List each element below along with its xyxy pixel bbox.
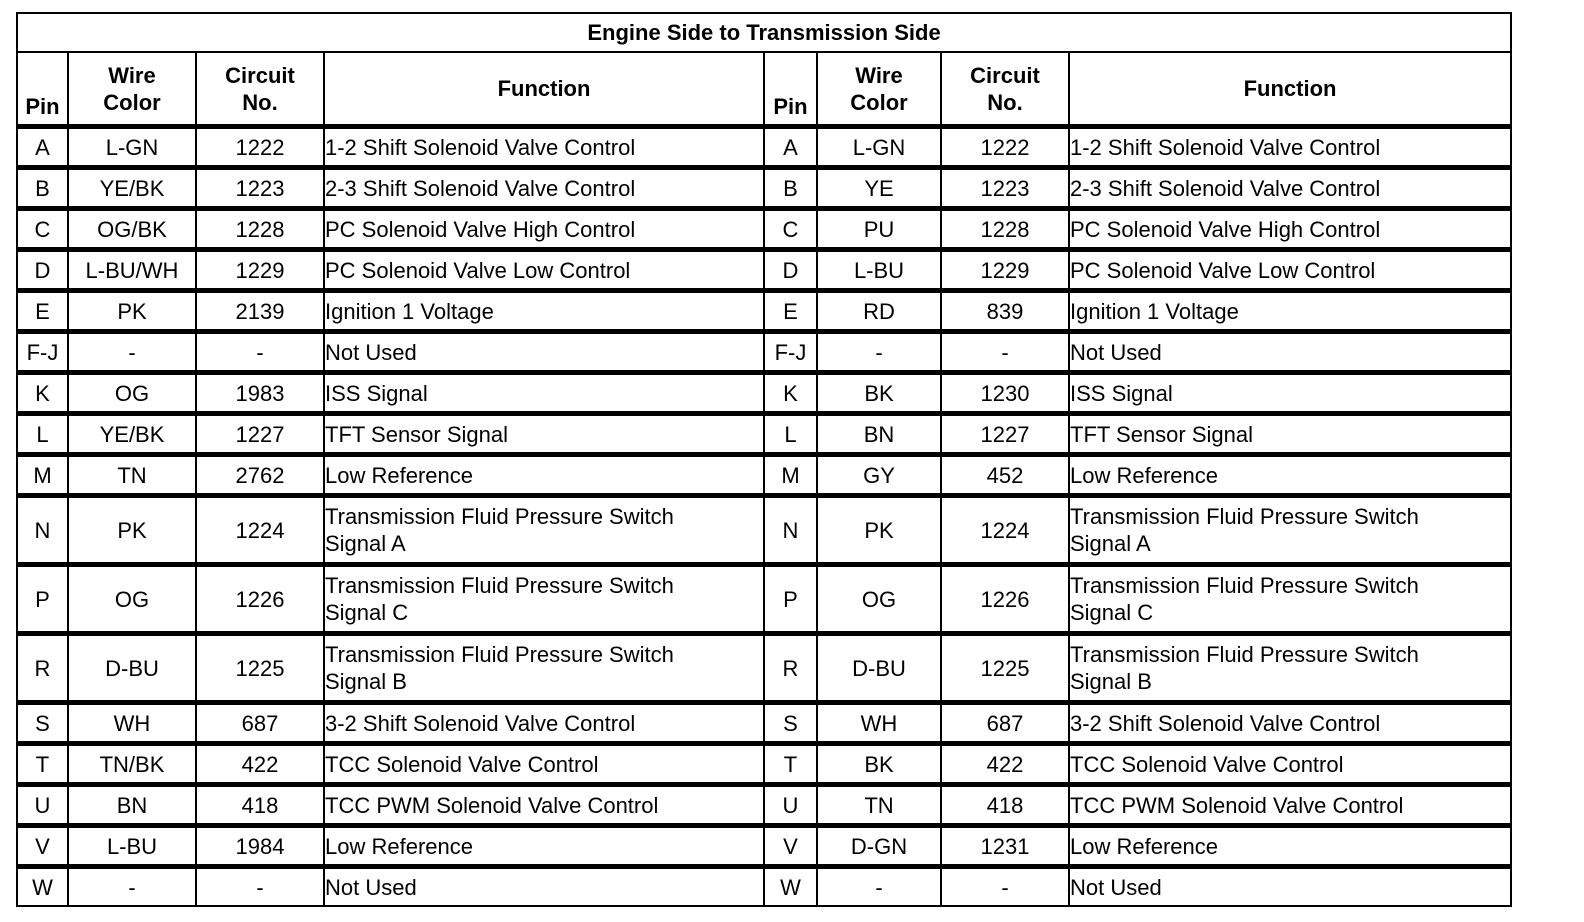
function-line: Signal C [325, 600, 409, 625]
pin-cell: B [764, 168, 817, 209]
table-row [17, 744, 1511, 785]
circuit-cell: 1227 [941, 414, 1069, 455]
function-cell: ISS Signal [324, 373, 764, 414]
circuit-cell: 1224 [196, 496, 324, 565]
function-line: Transmission Fluid Pressure Switch [325, 642, 674, 667]
table-title: Engine Side to Transmission Side [17, 13, 1511, 52]
function-cell: Not Used [1069, 332, 1511, 373]
wire-color-cell: OG [817, 565, 941, 634]
pin-cell: L [17, 414, 68, 455]
circuit-cell: 1222 [196, 127, 324, 168]
function-cell [1069, 634, 1511, 703]
wire-color-cell: - [817, 867, 941, 907]
circuit-cell: 1225 [196, 634, 324, 703]
pin-cell: U [17, 785, 68, 826]
pin-cell: R [17, 634, 68, 703]
circuit-cell: - [941, 867, 1069, 907]
header-no-label: No. [987, 89, 1023, 115]
connector-pinout-table [16, 12, 1512, 907]
table-row [17, 634, 1511, 703]
table-row [17, 867, 1511, 907]
wire-color-cell: L-BU [68, 826, 196, 867]
circuit-cell: 1228 [196, 209, 324, 250]
wire-color-cell: TN [817, 785, 941, 826]
function-cell: Ignition 1 Voltage [324, 291, 764, 332]
pin-cell: K [764, 373, 817, 414]
wire-color-cell: BN [817, 414, 941, 455]
pin-cell: M [17, 455, 68, 496]
header-function-transmission: Function [1069, 52, 1511, 127]
function-cell: Ignition 1 Voltage [1069, 291, 1511, 332]
function-cell: Low Reference [1069, 455, 1511, 496]
pin-cell: F-J [17, 332, 68, 373]
table-row [17, 332, 1511, 373]
wire-color-cell: - [68, 867, 196, 907]
pin-cell: B [17, 168, 68, 209]
pin-cell: W [764, 867, 817, 907]
function-cell [324, 634, 764, 703]
function-cell: 1-2 Shift Solenoid Valve Control [324, 127, 764, 168]
pin-cell: D [17, 250, 68, 291]
function-line: Transmission Fluid Pressure Switch [325, 504, 674, 529]
function-line: Signal B [1070, 669, 1152, 694]
wire-color-cell: D-GN [817, 826, 941, 867]
function-cell: TCC PWM Solenoid Valve Control [324, 785, 764, 826]
pin-cell: T [764, 744, 817, 785]
function-cell: TCC PWM Solenoid Valve Control [1069, 785, 1511, 826]
circuit-cell: 418 [196, 785, 324, 826]
function-cell: PC Solenoid Valve High Control [324, 209, 764, 250]
pin-cell: F-J [764, 332, 817, 373]
function-cell: PC Solenoid Valve High Control [1069, 209, 1511, 250]
function-cell [324, 565, 764, 634]
table-row [17, 373, 1511, 414]
circuit-cell: 839 [941, 291, 1069, 332]
circuit-cell: 1224 [941, 496, 1069, 565]
function-line: Signal B [325, 669, 407, 694]
pin-cell: C [764, 209, 817, 250]
connector-table-container [16, 12, 1512, 907]
wire-color-cell: PU [817, 209, 941, 250]
table-row [17, 414, 1511, 455]
header-color-label: Color [850, 89, 908, 115]
pin-cell: M [764, 455, 817, 496]
header-wire-label: Wire [108, 62, 156, 88]
pin-cell: R [764, 634, 817, 703]
wire-color-cell: L-GN [817, 127, 941, 168]
circuit-cell: 1223 [196, 168, 324, 209]
circuit-cell: 422 [196, 744, 324, 785]
wire-color-cell: BK [817, 373, 941, 414]
circuit-cell: 1227 [196, 414, 324, 455]
header-no-label: No. [242, 89, 278, 115]
header-circuit-label: Circuit [970, 62, 1040, 88]
circuit-cell: - [196, 867, 324, 907]
header-pin-transmission: Pin [764, 52, 817, 127]
wire-color-cell: YE [817, 168, 941, 209]
circuit-cell: 2762 [196, 455, 324, 496]
pin-cell: S [764, 703, 817, 744]
circuit-cell: 418 [941, 785, 1069, 826]
circuit-cell: 1226 [941, 565, 1069, 634]
pin-cell: S [17, 703, 68, 744]
wire-color-cell: L-BU [817, 250, 941, 291]
header-wire-label: Wire [855, 62, 903, 88]
header-circuit-transmission [941, 52, 1069, 127]
pin-cell: A [764, 127, 817, 168]
header-circuit-label: Circuit [225, 62, 295, 88]
pin-cell: V [764, 826, 817, 867]
circuit-cell: 1228 [941, 209, 1069, 250]
header-circuit-engine [196, 52, 324, 127]
function-cell [1069, 496, 1511, 565]
function-cell: Low Reference [1069, 826, 1511, 867]
pin-cell: E [17, 291, 68, 332]
function-cell: Not Used [1069, 867, 1511, 907]
function-cell: Not Used [324, 867, 764, 907]
table-row [17, 127, 1511, 168]
wire-color-cell: - [817, 332, 941, 373]
wire-color-cell: PK [68, 291, 196, 332]
wire-color-cell: TN/BK [68, 744, 196, 785]
function-cell: 3-2 Shift Solenoid Valve Control [1069, 703, 1511, 744]
pin-cell: A [17, 127, 68, 168]
function-cell: 1-2 Shift Solenoid Valve Control [1069, 127, 1511, 168]
wire-color-cell: D-BU [817, 634, 941, 703]
pin-cell: D [764, 250, 817, 291]
circuit-cell: 452 [941, 455, 1069, 496]
pin-cell: T [17, 744, 68, 785]
wire-color-cell: PK [817, 496, 941, 565]
pin-cell: N [764, 496, 817, 565]
table-row [17, 250, 1511, 291]
circuit-cell: 2139 [196, 291, 324, 332]
header-pin-engine: Pin [17, 52, 68, 127]
function-line: Transmission Fluid Pressure Switch [325, 573, 674, 598]
pin-cell: V [17, 826, 68, 867]
pin-cell: C [17, 209, 68, 250]
table-row [17, 703, 1511, 744]
wire-color-cell: YE/BK [68, 414, 196, 455]
pin-cell: E [764, 291, 817, 332]
wire-color-cell: WH [68, 703, 196, 744]
circuit-cell: - [196, 332, 324, 373]
pin-cell: P [764, 565, 817, 634]
header-wire-color-engine [68, 52, 196, 127]
wire-color-cell: D-BU [68, 634, 196, 703]
wire-color-cell: OG [68, 373, 196, 414]
pin-cell: P [17, 565, 68, 634]
table-row [17, 826, 1511, 867]
wire-color-cell: WH [817, 703, 941, 744]
function-cell: ISS Signal [1069, 373, 1511, 414]
wire-color-cell: TN [68, 455, 196, 496]
function-cell: TCC Solenoid Valve Control [324, 744, 764, 785]
function-cell [324, 496, 764, 565]
table-row [17, 455, 1511, 496]
function-line: Signal A [1070, 531, 1151, 556]
wire-color-cell: BN [68, 785, 196, 826]
wire-color-cell: GY [817, 455, 941, 496]
circuit-cell: 1225 [941, 634, 1069, 703]
wire-color-cell: OG [68, 565, 196, 634]
wire-color-cell: BK [817, 744, 941, 785]
table-row [17, 496, 1511, 565]
circuit-cell: 1229 [941, 250, 1069, 291]
circuit-cell: 1226 [196, 565, 324, 634]
header-color-label: Color [103, 89, 161, 115]
wire-color-cell: PK [68, 496, 196, 565]
circuit-cell: 1222 [941, 127, 1069, 168]
function-cell: PC Solenoid Valve Low Control [324, 250, 764, 291]
table-row [17, 291, 1511, 332]
circuit-cell: 422 [941, 744, 1069, 785]
function-line: Transmission Fluid Pressure Switch [1070, 642, 1419, 667]
circuit-cell: 687 [941, 703, 1069, 744]
wire-color-cell: YE/BK [68, 168, 196, 209]
function-line: Signal C [1070, 600, 1154, 625]
function-cell: TFT Sensor Signal [1069, 414, 1511, 455]
wire-color-cell: - [68, 332, 196, 373]
circuit-cell: 1223 [941, 168, 1069, 209]
function-cell: 3-2 Shift Solenoid Valve Control [324, 703, 764, 744]
header-row [17, 52, 1511, 127]
function-line: Transmission Fluid Pressure Switch [1070, 573, 1419, 598]
function-cell [1069, 565, 1511, 634]
function-cell: TCC Solenoid Valve Control [1069, 744, 1511, 785]
table-row [17, 209, 1511, 250]
pin-cell: U [764, 785, 817, 826]
circuit-cell: 1984 [196, 826, 324, 867]
table-row [17, 168, 1511, 209]
function-line: Transmission Fluid Pressure Switch [1070, 504, 1419, 529]
function-line: Signal A [325, 531, 406, 556]
circuit-cell: 1231 [941, 826, 1069, 867]
pin-cell: K [17, 373, 68, 414]
function-cell: Low Reference [324, 455, 764, 496]
wire-color-cell: L-BU/WH [68, 250, 196, 291]
function-cell: 2-3 Shift Solenoid Valve Control [324, 168, 764, 209]
pin-cell: L [764, 414, 817, 455]
wire-color-cell: L-GN [68, 127, 196, 168]
header-function-engine: Function [324, 52, 764, 127]
header-wire-color-transmission [817, 52, 941, 127]
circuit-cell: 687 [196, 703, 324, 744]
function-cell: PC Solenoid Valve Low Control [1069, 250, 1511, 291]
pin-cell: N [17, 496, 68, 565]
circuit-cell: 1229 [196, 250, 324, 291]
function-cell: Not Used [324, 332, 764, 373]
function-cell: TFT Sensor Signal [324, 414, 764, 455]
function-cell: Low Reference [324, 826, 764, 867]
function-cell: 2-3 Shift Solenoid Valve Control [1069, 168, 1511, 209]
circuit-cell: - [941, 332, 1069, 373]
table-row [17, 565, 1511, 634]
circuit-cell: 1983 [196, 373, 324, 414]
pin-cell: W [17, 867, 68, 907]
wire-color-cell: OG/BK [68, 209, 196, 250]
circuit-cell: 1230 [941, 373, 1069, 414]
table-row [17, 785, 1511, 826]
wire-color-cell: RD [817, 291, 941, 332]
